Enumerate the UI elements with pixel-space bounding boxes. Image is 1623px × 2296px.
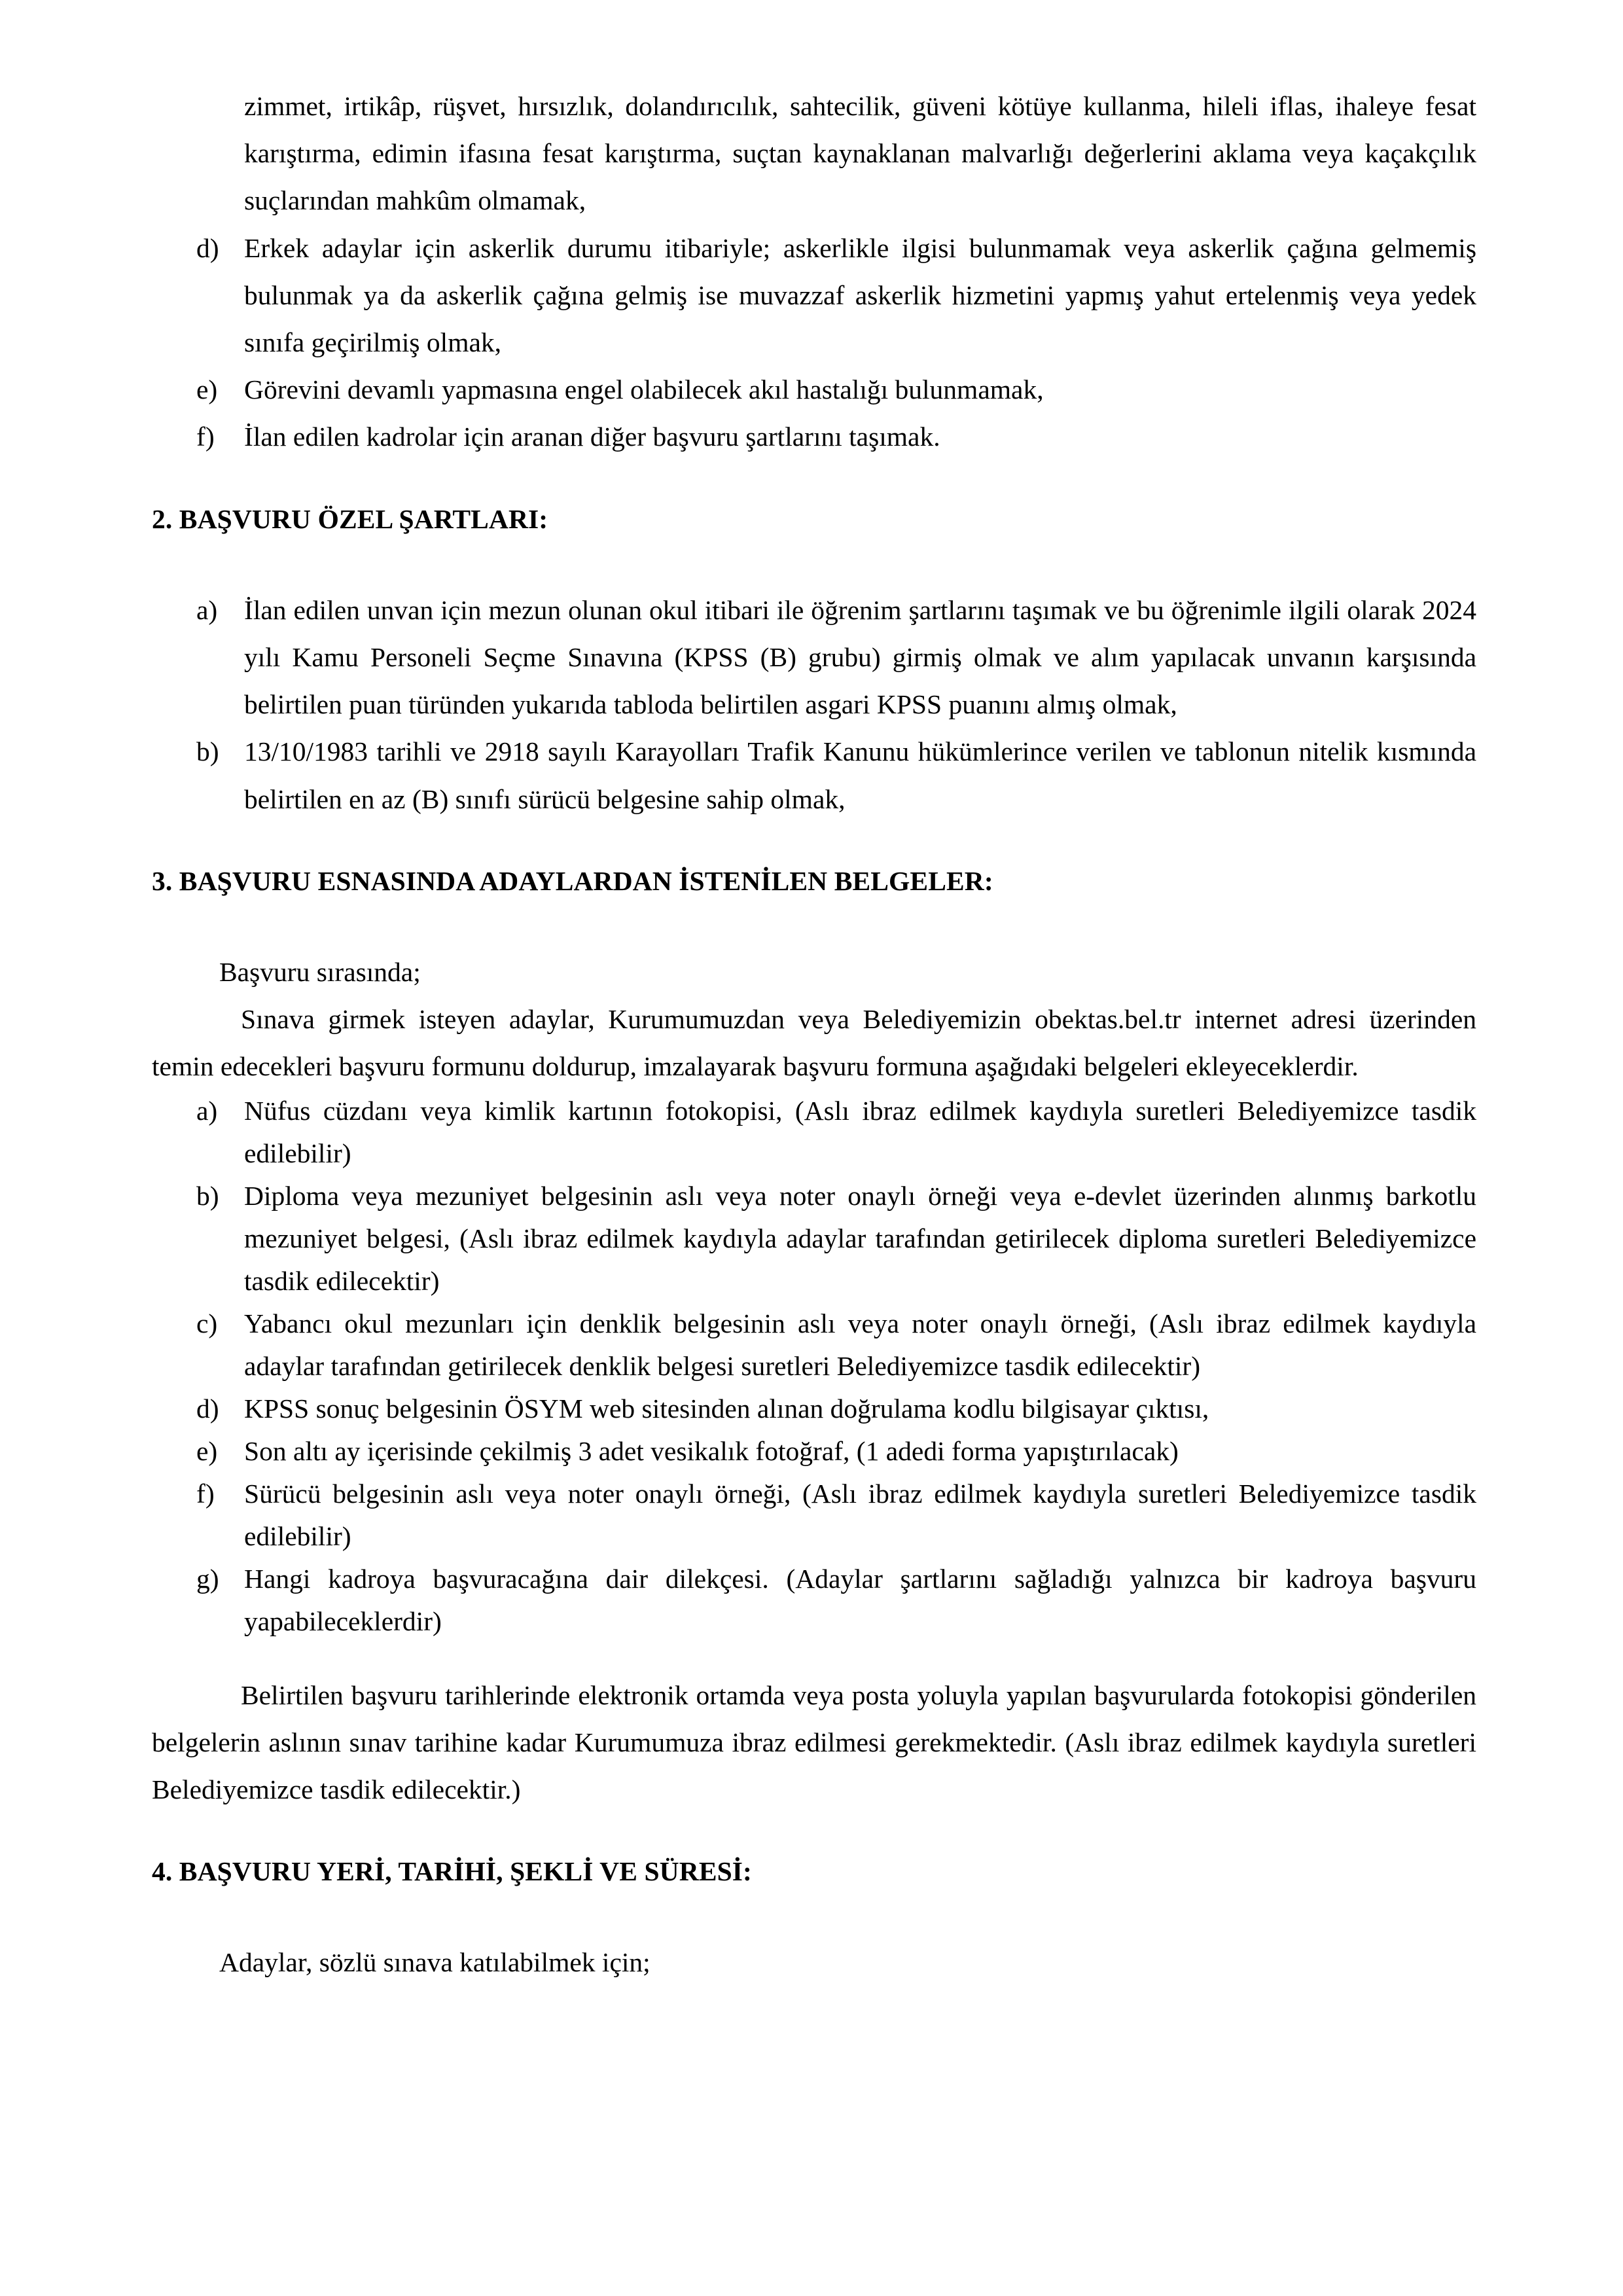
section3-heading: 3. BAŞVURU ESNASINDA ADAYLARDAN İSTENİLEN BELGELER: (152, 865, 993, 896)
section3-list (152, 1090, 1476, 1642)
list-marker: e) (196, 1435, 218, 1466)
list-marker: b) (196, 1181, 219, 1211)
list-item (152, 586, 1476, 728)
list-item-text: Hangi kadroya başvuracağına dair dilekçesi. (Adaylar şartlarını sağladığı yalnızca bir kadroya başvuru yapabileceklerdir) (244, 1563, 1476, 1636)
document-content (152, 82, 1476, 1986)
list-marker: g) (196, 1563, 219, 1594)
list-item-text: Nüfus cüzdanı veya kimlik kartının fotokopisi, (Aslı ibraz edilmek kaydıyla suretleri Belediyemizce tasdik edilebilir) (244, 1096, 1476, 1169)
section4-heading: 4. BAŞVURU YERİ, TARİHİ, ŞEKLİ VE SÜRESİ: (152, 1856, 752, 1887)
list-item-text: Sürücü belgesinin aslı veya noter onaylı örneği, (Aslı ibraz edilmek kaydıyla suretleri Belediyemizce tasdik edilebilir) (244, 1478, 1476, 1551)
section2-heading: 2. BAŞVURU ÖZEL ŞARTLARI: (152, 503, 548, 534)
list-marker: d) (196, 1393, 219, 1424)
spacer (152, 1890, 1476, 1939)
list-item-text: Son altı ay içerisinde çekilmiş 3 adet vesikalık fotoğraf, (1 adedi forma yapıştırılacak) (244, 1435, 1179, 1466)
list-marker: c) (196, 1308, 218, 1339)
list-item (152, 1473, 1476, 1558)
section1-continued-list (152, 224, 1476, 461)
spacer (152, 900, 1476, 948)
list-item (152, 1430, 1476, 1473)
section3-intro-line: Başvuru sırasında; (219, 956, 421, 987)
section2-list (152, 586, 1476, 823)
list-item-text: İlan edilen unvan için mezun olunan okul itibari ile öğrenim şartlarını taşımak ve bu öğrenimle ilgili olarak 2024 yılı Kamu Personeli Seçme Sınavına (KPSS (B) grubu) girmiş olmak ve alım yapılacak unvanın karşısında belirtilen puan türünden yukarıda tabloda belirtilen asgari KPSS puanını almış olmak, (244, 594, 1476, 720)
list-marker: b) (196, 736, 219, 767)
list-item (152, 1090, 1476, 1175)
section3-intro-paragraph: Sınava girmek isteyen adaylar, Kurumumuzdan veya Belediyemizin obektas.bel.tr internet adresi üzerinden temin edecekleri başvuru formunu doldurup, imzalayarak başvuru formuna aşağıdaki belgeleri ekleyeceklerdir. (152, 1004, 1476, 1082)
list-marker: a) (196, 1096, 218, 1126)
spacer (152, 823, 1476, 862)
list-item (152, 366, 1476, 413)
list-item (152, 1175, 1476, 1302)
list-item (152, 1302, 1476, 1388)
list-item-text: Görevini devamlı yapmasına engel olabilecek akıl hastalığı bulunmamak, (244, 374, 1044, 405)
list-item-text: KPSS sonuç belgesinin ÖSYM web sitesinden alınan doğrulama kodlu bilgisayar çıktısı, (244, 1393, 1209, 1424)
list-item-text: Erkek adaylar için askerlik durumu itibariyle; askerlikle ilgisi bulunmamak veya askerlik çağına gelmemiş bulunmak ya da askerlik çağına gelmiş ise muvazzaf askerlik hizmetini yapmış yahut ertelenmiş veya yedek sınıfa geçirilmiş olmak, (244, 232, 1476, 358)
list-marker: e) (196, 374, 218, 405)
section4-intro-line: Adaylar, sözlü sınava katılabilmek için; (219, 1947, 651, 1978)
list-marker: f) (196, 1478, 215, 1509)
spacer (152, 1813, 1476, 1852)
section1-continued-paragraph: zimmet, irtikâp, rüşvet, hırsızlık, dolandırıcılık, sahtecilik, güveni kötüye kullanma, hileli iflas, ihaleye fesat karıştırma, edimin ifasına fesat karıştırma, suçtan kaynaklanan malvarlığı değerlerini aklama veya kaçakçılık suçlarından mahkûm olmamak, (244, 91, 1476, 216)
list-item (152, 1558, 1476, 1643)
list-item (152, 224, 1476, 367)
list-item-text: Yabancı okul mezunları için denklik belgesinin aslı veya noter onaylı örneği, (Aslı ibraz edilmek kaydıyla adaylar tarafından getirilecek denklik belgesi suretleri Belediyemizce tasdik edilecektir) (244, 1308, 1476, 1382)
list-item-text: 13/10/1983 tarihli ve 2918 sayılı Karayolları Trafik Kanunu hükümlerince verilen ve tablonun nitelik kısmında belirtilen en az (B) sınıfı sürücü belgesine sahip olmak, (244, 736, 1476, 814)
list-marker: a) (196, 594, 218, 625)
spacer (152, 538, 1476, 586)
list-item (152, 1388, 1476, 1430)
list-item-text: Diploma veya mezuniyet belgesinin aslı veya noter onaylı örneği veya e-devlet üzerinden alınmış barkotlu mezuniyet belgesi, (Aslı ibraz edilmek kaydıyla adaylar tarafından getirilecek diploma suretleri Belediyemizce tasdik edilecektir) (244, 1181, 1476, 1297)
section3-closing-paragraph: Belirtilen başvuru tarihlerinde elektronik ortamda veya posta yoluyla yapılan başvurularda fotokopisi gönderilen belgelerin aslının sınav tarihine kadar Kurumumuza ibraz edilmesi gerekmektedir. (Aslı ibraz edilmek kaydıyla suretleri Belediyemizce tasdik edilecektir.) (152, 1679, 1476, 1805)
list-item (152, 728, 1476, 822)
list-item-text: İlan edilen kadrolar için aranan diğer başvuru şartlarını taşımak. (244, 422, 940, 452)
spacer (152, 1643, 1476, 1672)
list-marker: d) (196, 232, 219, 263)
spacer (152, 461, 1476, 500)
list-item (152, 413, 1476, 460)
list-marker: f) (196, 422, 215, 452)
